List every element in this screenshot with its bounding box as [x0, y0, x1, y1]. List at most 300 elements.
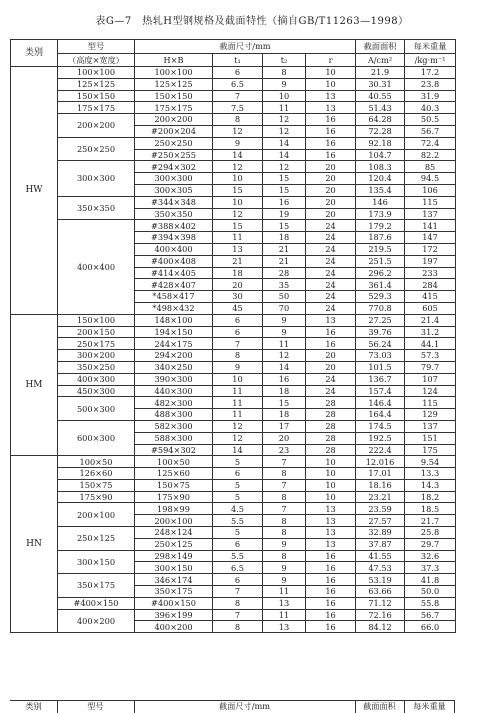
- cell-t2: 13: [263, 621, 306, 633]
- cell-weight: 107: [405, 373, 456, 385]
- cell-r: 16: [306, 338, 356, 350]
- cell-t2: 8: [263, 491, 306, 503]
- cell-area: 101.5: [356, 361, 405, 373]
- cell-r: 16: [306, 326, 356, 338]
- model-cell: 250×125: [58, 527, 135, 551]
- cell-t1: 12: [213, 420, 263, 432]
- model-cell: 150×75: [58, 479, 135, 491]
- cell-area: 30.31: [356, 78, 405, 90]
- cell-hxb: 194×150: [135, 326, 213, 338]
- cell-weight: 29.7: [405, 538, 456, 550]
- cell-r: 13: [306, 515, 356, 527]
- cell-t2: 7: [263, 456, 306, 468]
- cell-r: 24: [306, 279, 356, 291]
- cell-t1: 6: [213, 574, 263, 586]
- header-hxb: H×B: [135, 53, 213, 67]
- table-row: [11, 456, 456, 468]
- header-weight: 每米重量: [405, 40, 456, 54]
- cell-weight: 115: [405, 196, 456, 208]
- cell-r: 10: [306, 468, 356, 480]
- cell-r: 24: [306, 243, 356, 255]
- cell-area: 63.66: [356, 586, 405, 598]
- cell-area: 192.5: [356, 432, 405, 444]
- table-row: [11, 468, 456, 480]
- cell-t1: 20: [213, 279, 263, 291]
- cell-t2: 10: [263, 90, 306, 102]
- cell-weight: 94.5: [405, 173, 456, 185]
- cell-hxb: 198×99: [135, 503, 213, 515]
- cell-area: 361.4: [356, 279, 405, 291]
- table-row: [11, 479, 456, 491]
- cell-r: 24: [306, 302, 356, 314]
- cell-t1: 5.5: [213, 515, 263, 527]
- cell-hxb: #428×407: [135, 279, 213, 291]
- cell-weight: 50.5: [405, 114, 456, 126]
- cell-hxb: #394×398: [135, 232, 213, 244]
- cell-t2: 16: [263, 373, 306, 385]
- header-category: 类别: [11, 40, 58, 67]
- cell-t1: 11: [213, 409, 263, 421]
- table-row: [11, 385, 456, 397]
- cell-area: 120.4: [356, 173, 405, 185]
- cell-t2: 14: [263, 149, 306, 161]
- cell-r: 16: [306, 149, 356, 161]
- cell-area: 18.16: [356, 479, 405, 491]
- category-cell: HM: [11, 314, 58, 456]
- cell-weight: 13.3: [405, 468, 456, 480]
- cell-r: 24: [306, 255, 356, 267]
- cell-r: 10: [306, 491, 356, 503]
- cell-r: 13: [306, 527, 356, 539]
- cell-t2: 11: [263, 338, 306, 350]
- cell-hxb: #294×302: [135, 161, 213, 173]
- cell-area: 53.19: [356, 574, 405, 586]
- cell-t2: 8: [263, 67, 306, 79]
- cell-r: 20: [306, 208, 356, 220]
- cell-hxb: 175×90: [135, 491, 213, 503]
- cell-area: 23.21: [356, 491, 405, 503]
- cell-t1: 6: [213, 468, 263, 480]
- cell-area: 27.57: [356, 515, 405, 527]
- cell-hxb: 396×199: [135, 609, 213, 621]
- header-t1: t₁: [213, 53, 263, 67]
- cell-hxb: 350×175: [135, 586, 213, 598]
- cell-hxb: 250×250: [135, 137, 213, 149]
- cell-hxb: 294×200: [135, 350, 213, 362]
- cell-t1: 12: [213, 161, 263, 173]
- cell-t2: 14: [263, 361, 306, 373]
- cell-area: 41.55: [356, 550, 405, 562]
- cell-t2: 12: [263, 125, 306, 137]
- model-cell: 400×200: [58, 609, 135, 633]
- cell-t1: 9: [213, 361, 263, 373]
- cell-hxb: 488×300: [135, 409, 213, 421]
- cell-t1: 8: [213, 621, 263, 633]
- cell-t1: 14: [213, 149, 263, 161]
- cell-r: 16: [306, 609, 356, 621]
- cell-hxb: 300×300: [135, 173, 213, 185]
- cell-t1: 15: [213, 220, 263, 232]
- cell-area: 72.16: [356, 609, 405, 621]
- cell-t1: 13: [213, 243, 263, 255]
- cell-r: 28: [306, 397, 356, 409]
- cell-hxb: 400×400: [135, 243, 213, 255]
- cell-hxb: 340×250: [135, 361, 213, 373]
- cell-t1: 6.5: [213, 78, 263, 90]
- cell-r: 20: [306, 196, 356, 208]
- cell-r: 24: [306, 291, 356, 303]
- table-row: [11, 137, 456, 149]
- cell-t2: 21: [263, 255, 306, 267]
- cell-t2: 15: [263, 173, 306, 185]
- cell-r: 13: [306, 90, 356, 102]
- table-row: [11, 338, 456, 350]
- cell-weight: 175: [405, 444, 456, 456]
- cell-weight: 137: [405, 420, 456, 432]
- cell-r: 28: [306, 444, 356, 456]
- cell-area: 17.01: [356, 468, 405, 480]
- model-cell: 125×125: [58, 78, 135, 90]
- cell-r: 24: [306, 220, 356, 232]
- model-cell: 450×300: [58, 385, 135, 397]
- cell-t2: 19: [263, 208, 306, 220]
- cell-weight: 40.3: [405, 102, 456, 114]
- cell-weight: 129: [405, 409, 456, 421]
- cell-area: 157.4: [356, 385, 405, 397]
- table-body: [11, 67, 456, 633]
- model-cell: 200×100: [58, 503, 135, 527]
- cell-t1: 8: [213, 350, 263, 362]
- model-cell: 100×100: [58, 67, 135, 79]
- cell-area: 40.55: [356, 90, 405, 102]
- table-row: [11, 102, 456, 114]
- cell-hxb: 300×150: [135, 562, 213, 574]
- cell-t1: 14: [213, 444, 263, 456]
- table-row: [11, 350, 456, 362]
- cell-weight: 124: [405, 385, 456, 397]
- cell-t2: 28: [263, 267, 306, 279]
- cell-area: 84.12: [356, 621, 405, 633]
- model-cell: 175×90: [58, 491, 135, 503]
- cell-r: 13: [306, 503, 356, 515]
- cell-r: 24: [306, 385, 356, 397]
- cell-t2: 16: [263, 196, 306, 208]
- cell-weight: 197: [405, 255, 456, 267]
- cell-t1: 5.5: [213, 550, 263, 562]
- cell-hxb: 440×300: [135, 385, 213, 397]
- cell-hxb: 250×125: [135, 538, 213, 550]
- cell-weight: 415: [405, 291, 456, 303]
- cell-hxb: 588×300: [135, 432, 213, 444]
- cell-r: 20: [306, 361, 356, 373]
- cell-r: 16: [306, 586, 356, 598]
- model-cell: 300×150: [58, 550, 135, 574]
- model-cell: #400×150: [58, 597, 135, 609]
- cell-hxb: 125×125: [135, 78, 213, 90]
- table-row: [11, 196, 456, 208]
- cell-area: 174.5: [356, 420, 405, 432]
- cell-area: 47.53: [356, 562, 405, 574]
- cell-r: 28: [306, 409, 356, 421]
- model-cell: 126×60: [58, 468, 135, 480]
- cell-area: 71.12: [356, 597, 405, 609]
- cell-r: 13: [306, 538, 356, 550]
- model-cell: 175×175: [58, 102, 135, 114]
- cell-t2: 14: [263, 137, 306, 149]
- cell-hxb: #400×408: [135, 255, 213, 267]
- cell-t2: 9: [263, 574, 306, 586]
- cell-t1: 5: [213, 491, 263, 503]
- model-cell: 350×250: [58, 361, 135, 373]
- cell-t1: 6: [213, 326, 263, 338]
- cell-weight: 233: [405, 267, 456, 279]
- cell-t1: 12: [213, 208, 263, 220]
- table-row: [11, 527, 456, 539]
- cell-t1: 12: [213, 432, 263, 444]
- category-cell: HW: [11, 67, 58, 315]
- cell-t1: 30: [213, 291, 263, 303]
- cell-hxb: 150×75: [135, 479, 213, 491]
- cell-weight: 37.3: [405, 562, 456, 574]
- table-row: [11, 503, 456, 515]
- cell-t2: 11: [263, 102, 306, 114]
- cell-area: 770.8: [356, 302, 405, 314]
- cut-header-category: 类别: [25, 701, 42, 711]
- cell-t2: 20: [263, 432, 306, 444]
- cell-weight: 56.7: [405, 609, 456, 621]
- cell-t2: 12: [263, 161, 306, 173]
- cell-hxb: *458×417: [135, 291, 213, 303]
- cell-area: 64.28: [356, 114, 405, 126]
- cell-t1: 7.5: [213, 102, 263, 114]
- cell-hxb: 350×350: [135, 208, 213, 220]
- cell-hxb: 175×175: [135, 102, 213, 114]
- cell-hxb: 400×200: [135, 621, 213, 633]
- cell-t1: 4.5: [213, 503, 263, 515]
- cell-area: 73.03: [356, 350, 405, 362]
- cell-weight: 72.4: [405, 137, 456, 149]
- cell-hxb: #200×204: [135, 125, 213, 137]
- cell-area: 251.5: [356, 255, 405, 267]
- cell-t2: 9: [263, 326, 306, 338]
- cell-t1: 7: [213, 338, 263, 350]
- cell-r: 13: [306, 102, 356, 114]
- cell-weight: 115: [405, 397, 456, 409]
- cell-t1: 6: [213, 67, 263, 79]
- cell-weight: 147: [405, 232, 456, 244]
- cell-weight: 44.1: [405, 338, 456, 350]
- cell-r: 10: [306, 479, 356, 491]
- cell-r: 28: [306, 420, 356, 432]
- cell-t1: 11: [213, 385, 263, 397]
- cell-weight: 21.4: [405, 314, 456, 326]
- cut-header-weight: 每米重量: [413, 701, 446, 711]
- cell-t2: 12: [263, 114, 306, 126]
- header-section-dims: 截面尺寸/mm: [135, 40, 356, 54]
- cell-weight: 605: [405, 302, 456, 314]
- header-area: 截面面积: [356, 40, 405, 54]
- model-cell: 100×50: [58, 456, 135, 468]
- cell-area: 21.9: [356, 67, 405, 79]
- cell-hxb: 150×150: [135, 90, 213, 102]
- table-header: [11, 40, 456, 67]
- cell-weight: 21.7: [405, 515, 456, 527]
- cell-weight: 18.5: [405, 503, 456, 515]
- model-cell: 400×400: [58, 220, 135, 314]
- table-row: [11, 161, 456, 173]
- cell-t1: 45: [213, 302, 263, 314]
- model-cell: 150×100: [58, 314, 135, 326]
- cell-r: 28: [306, 432, 356, 444]
- table-row: [11, 67, 456, 79]
- cell-t2: 23: [263, 444, 306, 456]
- cell-t2: 7: [263, 479, 306, 491]
- cell-area: 164.4: [356, 409, 405, 421]
- cell-weight: 9.54: [405, 456, 456, 468]
- model-cell: 350×350: [58, 196, 135, 220]
- cell-r: 16: [306, 621, 356, 633]
- cell-r: 24: [306, 267, 356, 279]
- cell-area: 104.7: [356, 149, 405, 161]
- cell-area: 108.3: [356, 161, 405, 173]
- cell-hxb: 200×100: [135, 515, 213, 527]
- cell-hxb: #344×348: [135, 196, 213, 208]
- cell-weight: 41.8: [405, 574, 456, 586]
- cell-t2: 8: [263, 515, 306, 527]
- cell-hxb: 200×200: [135, 114, 213, 126]
- cell-hxb: 100×100: [135, 67, 213, 79]
- cell-t2: 18: [263, 385, 306, 397]
- cell-weight: 141: [405, 220, 456, 232]
- cell-t1: 18: [213, 267, 263, 279]
- cell-weight: 32.6: [405, 550, 456, 562]
- cell-area: 296.2: [356, 267, 405, 279]
- header-r: r: [306, 53, 356, 67]
- table-row: [11, 420, 456, 432]
- cell-hxb: #250×255: [135, 149, 213, 161]
- cell-area: 39.76: [356, 326, 405, 338]
- table-row: [11, 397, 456, 409]
- model-cell: 300×200: [58, 350, 135, 362]
- cell-t1: 7: [213, 90, 263, 102]
- cell-t2: 18: [263, 409, 306, 421]
- cell-r: 24: [306, 232, 356, 244]
- cell-area: 37.87: [356, 538, 405, 550]
- cell-r: 20: [306, 173, 356, 185]
- cell-t2: 9: [263, 538, 306, 550]
- cell-weight: 172: [405, 243, 456, 255]
- cell-hxb: *498×432: [135, 302, 213, 314]
- cell-t2: 7: [263, 503, 306, 515]
- cell-area: 23.59: [356, 503, 405, 515]
- header-model-sub: （高度×宽度）: [58, 53, 135, 67]
- cell-area: 136.7: [356, 373, 405, 385]
- cell-t2: 35: [263, 279, 306, 291]
- cell-t1: 5: [213, 527, 263, 539]
- cell-weight: 23.8: [405, 78, 456, 90]
- cell-hxb: #594×302: [135, 444, 213, 456]
- cell-hxb: #400×150: [135, 597, 213, 609]
- cell-hxb: 244×175: [135, 338, 213, 350]
- cell-hxb: #414×405: [135, 267, 213, 279]
- model-cell: 600×300: [58, 420, 135, 455]
- cell-weight: 79.7: [405, 361, 456, 373]
- model-cell: 250×175: [58, 338, 135, 350]
- cell-r: 16: [306, 125, 356, 137]
- table-row: [11, 550, 456, 562]
- cell-t1: 10: [213, 196, 263, 208]
- model-cell: 200×200: [58, 114, 135, 138]
- cell-weight: 56.7: [405, 125, 456, 137]
- cell-t1: 5: [213, 456, 263, 468]
- cell-t1: 21: [213, 255, 263, 267]
- cell-hxb: #388×402: [135, 220, 213, 232]
- cell-t2: 15: [263, 184, 306, 196]
- model-cell: 500×300: [58, 397, 135, 421]
- cell-r: 10: [306, 456, 356, 468]
- cell-hxb: 125×60: [135, 468, 213, 480]
- model-cell: 400×300: [58, 373, 135, 385]
- cell-t2: 9: [263, 314, 306, 326]
- cell-t1: 6.5: [213, 562, 263, 574]
- header-t2: t₂: [263, 53, 306, 67]
- cell-r: 20: [306, 350, 356, 362]
- cell-r: 16: [306, 114, 356, 126]
- cell-weight: 25.8: [405, 527, 456, 539]
- table-row: [11, 373, 456, 385]
- cell-r: 16: [306, 574, 356, 586]
- cell-r: 16: [306, 562, 356, 574]
- table-row: [11, 78, 456, 90]
- cell-t1: 9: [213, 137, 263, 149]
- cell-t2: 8: [263, 550, 306, 562]
- cell-r: 24: [306, 373, 356, 385]
- cell-weight: 50.0: [405, 586, 456, 598]
- header-model: 型号: [58, 40, 135, 54]
- cell-r: 16: [306, 597, 356, 609]
- cell-t1: 11: [213, 232, 263, 244]
- cell-weight: 14.3: [405, 479, 456, 491]
- table-row: [11, 609, 456, 621]
- h-beam-spec-table: [10, 39, 456, 633]
- cell-t1: 6: [213, 314, 263, 326]
- cell-r: 16: [306, 137, 356, 149]
- cell-t2: 12: [263, 350, 306, 362]
- cell-hxb: 390×300: [135, 373, 213, 385]
- repeated-header-cut: [10, 700, 455, 713]
- cell-t1: 11: [213, 397, 263, 409]
- cell-r: 20: [306, 184, 356, 196]
- cell-t2: 15: [263, 397, 306, 409]
- cell-weight: 18.2: [405, 491, 456, 503]
- cell-t1: 7: [213, 586, 263, 598]
- cell-t2: 15: [263, 220, 306, 232]
- cell-hxb: 148×100: [135, 314, 213, 326]
- cell-weight: 57.3: [405, 350, 456, 362]
- cell-r: 10: [306, 67, 356, 79]
- cell-weight: 137: [405, 208, 456, 220]
- cell-weight: 85: [405, 161, 456, 173]
- cell-area: 173.9: [356, 208, 405, 220]
- table-row: [11, 114, 456, 126]
- model-cell: 200×150: [58, 326, 135, 338]
- cell-t1: 10: [213, 173, 263, 185]
- table-row: [11, 574, 456, 586]
- cell-area: 187.6: [356, 232, 405, 244]
- cell-t2: 9: [263, 78, 306, 90]
- cell-weight: 17.2: [405, 67, 456, 79]
- cell-t2: 13: [263, 597, 306, 609]
